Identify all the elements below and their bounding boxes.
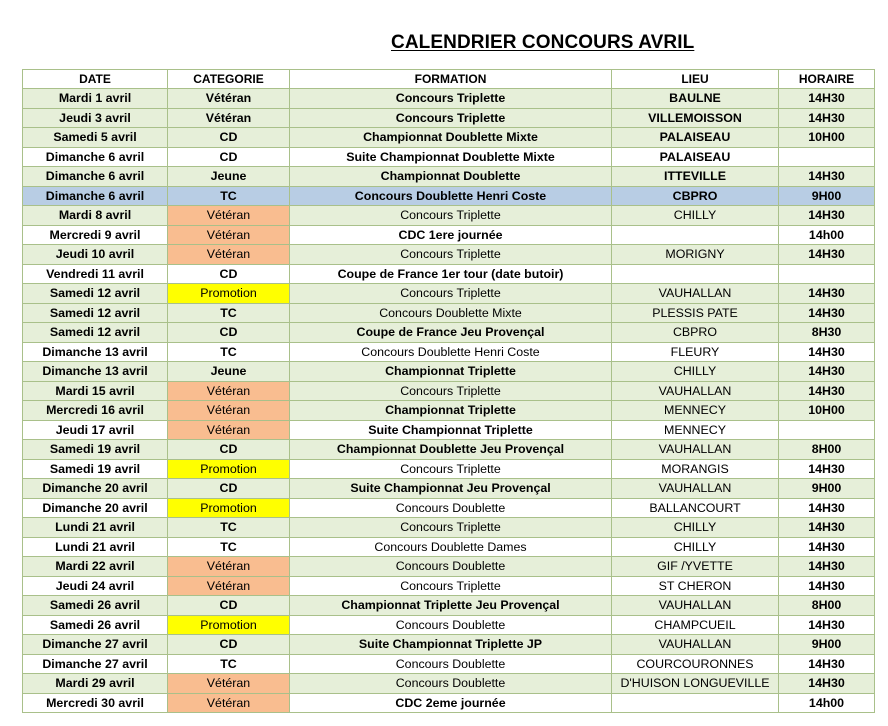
- horaire-cell: 9H00: [779, 186, 875, 206]
- categorie-cell: TC: [168, 518, 290, 538]
- lieu-cell: ITTEVILLE: [612, 167, 779, 187]
- lieu-cell: MENNECY: [612, 401, 779, 421]
- horaire-cell: 9H00: [779, 635, 875, 655]
- table-row: [23, 303, 875, 323]
- table-body: [23, 89, 875, 713]
- table-row: [23, 128, 875, 148]
- formation-cell: Coupe de France 1er tour (date butoir): [290, 264, 612, 284]
- date-cell: Jeudi 17 avril: [23, 420, 168, 440]
- date-cell: Mardi 22 avril: [23, 557, 168, 577]
- categorie-cell: Vétéran: [168, 89, 290, 109]
- date-cell: Samedi 5 avril: [23, 128, 168, 148]
- horaire-cell: 8H30: [779, 323, 875, 343]
- table-row: [23, 557, 875, 577]
- categorie-cell: TC: [168, 303, 290, 323]
- horaire-cell: 14H30: [779, 362, 875, 382]
- horaire-cell: 14H30: [779, 459, 875, 479]
- categorie-cell: Promotion: [168, 459, 290, 479]
- table-row: [23, 167, 875, 187]
- formation-cell: Concours Triplette: [290, 381, 612, 401]
- horaire-cell: 14H30: [779, 167, 875, 187]
- table-row: [23, 498, 875, 518]
- categorie-cell: Vétéran: [168, 401, 290, 421]
- horaire-cell: [779, 264, 875, 284]
- table-row: [23, 440, 875, 460]
- table-row: [23, 108, 875, 128]
- horaire-cell: 14H30: [779, 537, 875, 557]
- categorie-cell: Vétéran: [168, 206, 290, 226]
- formation-cell: Concours Triplette: [290, 518, 612, 538]
- table-row: [23, 537, 875, 557]
- formation-cell: Championnat Doublette Mixte: [290, 128, 612, 148]
- table-row: [23, 206, 875, 226]
- formation-cell: Championnat Doublette Jeu Provençal: [290, 440, 612, 460]
- date-cell: Mercredi 30 avril: [23, 693, 168, 713]
- categorie-cell: CD: [168, 128, 290, 148]
- horaire-cell: 9H00: [779, 479, 875, 499]
- categorie-cell: CD: [168, 440, 290, 460]
- lieu-cell: VAUHALLAN: [612, 479, 779, 499]
- header-row: [23, 70, 875, 89]
- table-row: [23, 693, 875, 713]
- formation-cell: Championnat Triplette Jeu Provençal: [290, 596, 612, 616]
- date-cell: Dimanche 6 avril: [23, 167, 168, 187]
- lieu-cell: MORANGIS: [612, 459, 779, 479]
- lieu-cell: CHILLY: [612, 518, 779, 538]
- categorie-cell: Vétéran: [168, 245, 290, 265]
- date-cell: Jeudi 24 avril: [23, 576, 168, 596]
- date-cell: Vendredi 11 avril: [23, 264, 168, 284]
- horaire-cell: 14H30: [779, 381, 875, 401]
- formation-cell: Concours Triplette: [290, 89, 612, 109]
- formation-cell: Concours Doublette: [290, 674, 612, 694]
- date-cell: Samedi 12 avril: [23, 303, 168, 323]
- table-row: [23, 596, 875, 616]
- horaire-cell: 14H30: [779, 557, 875, 577]
- table-row: [23, 479, 875, 499]
- date-cell: Samedi 19 avril: [23, 459, 168, 479]
- header-categorie: CATEGORIE: [168, 70, 290, 89]
- date-cell: Dimanche 6 avril: [23, 186, 168, 206]
- categorie-cell: CD: [168, 147, 290, 167]
- table-row: [23, 323, 875, 343]
- table-row: [23, 635, 875, 655]
- date-cell: Dimanche 27 avril: [23, 635, 168, 655]
- horaire-cell: 14H30: [779, 674, 875, 694]
- lieu-cell: COURCOURONNES: [612, 654, 779, 674]
- categorie-cell: Promotion: [168, 284, 290, 304]
- lieu-cell: VAUHALLAN: [612, 381, 779, 401]
- table-row: [23, 674, 875, 694]
- formation-cell: Suite Championnat Jeu Provençal: [290, 479, 612, 499]
- horaire-cell: 14H30: [779, 654, 875, 674]
- categorie-cell: Vétéran: [168, 557, 290, 577]
- lieu-cell: MORIGNY: [612, 245, 779, 265]
- categorie-cell: TC: [168, 342, 290, 362]
- lieu-cell: CHAMPCUEIL: [612, 615, 779, 635]
- categorie-cell: CD: [168, 323, 290, 343]
- table-row: [23, 264, 875, 284]
- date-cell: Lundi 21 avril: [23, 537, 168, 557]
- lieu-cell: FLEURY: [612, 342, 779, 362]
- date-cell: Jeudi 3 avril: [23, 108, 168, 128]
- horaire-cell: 8H00: [779, 596, 875, 616]
- lieu-cell: CHILLY: [612, 537, 779, 557]
- categorie-cell: Vétéran: [168, 420, 290, 440]
- date-cell: Dimanche 20 avril: [23, 479, 168, 499]
- date-cell: Mardi 8 avril: [23, 206, 168, 226]
- lieu-cell: D'HUISON LONGUEVILLE: [612, 674, 779, 694]
- lieu-cell: PALAISEAU: [612, 128, 779, 148]
- horaire-cell: 14h00: [779, 693, 875, 713]
- lieu-cell: PLESSIS PATE: [612, 303, 779, 323]
- categorie-cell: Promotion: [168, 498, 290, 518]
- date-cell: Mardi 29 avril: [23, 674, 168, 694]
- horaire-cell: 14H30: [779, 89, 875, 109]
- date-cell: Dimanche 20 avril: [23, 498, 168, 518]
- formation-cell: Concours Triplette: [290, 245, 612, 265]
- categorie-cell: Jeune: [168, 362, 290, 382]
- table-row: [23, 245, 875, 265]
- categorie-cell: Jeune: [168, 167, 290, 187]
- horaire-cell: 14h00: [779, 225, 875, 245]
- formation-cell: Concours Triplette: [290, 284, 612, 304]
- date-cell: Samedi 26 avril: [23, 596, 168, 616]
- date-cell: Dimanche 27 avril: [23, 654, 168, 674]
- date-cell: Samedi 19 avril: [23, 440, 168, 460]
- formation-cell: Suite Championnat Doublette Mixte: [290, 147, 612, 167]
- table-row: [23, 284, 875, 304]
- formation-cell: Suite Championnat Triplette: [290, 420, 612, 440]
- date-cell: Mardi 1 avril: [23, 89, 168, 109]
- table-row: [23, 362, 875, 382]
- lieu-cell: GIF /YVETTE: [612, 557, 779, 577]
- categorie-cell: TC: [168, 654, 290, 674]
- horaire-cell: 10H00: [779, 401, 875, 421]
- horaire-cell: 8H00: [779, 440, 875, 460]
- formation-cell: Concours Doublette Henri Coste: [290, 186, 612, 206]
- formation-cell: CDC 1ere journée: [290, 225, 612, 245]
- formation-cell: Concours Doublette Dames: [290, 537, 612, 557]
- horaire-cell: 14H30: [779, 206, 875, 226]
- categorie-cell: CD: [168, 635, 290, 655]
- categorie-cell: TC: [168, 186, 290, 206]
- horaire-cell: 14H30: [779, 615, 875, 635]
- lieu-cell: VAUHALLAN: [612, 284, 779, 304]
- categorie-cell: TC: [168, 537, 290, 557]
- horaire-cell: 14H30: [779, 498, 875, 518]
- date-cell: Samedi 12 avril: [23, 284, 168, 304]
- lieu-cell: CBPRO: [612, 186, 779, 206]
- formation-cell: Concours Doublette: [290, 498, 612, 518]
- formation-cell: Concours Triplette: [290, 576, 612, 596]
- header-date: DATE: [23, 70, 168, 89]
- lieu-cell: VILLEMOISSON: [612, 108, 779, 128]
- table-row: [23, 186, 875, 206]
- categorie-cell: Vétéran: [168, 381, 290, 401]
- lieu-cell: MENNECY: [612, 420, 779, 440]
- horaire-cell: 14H30: [779, 284, 875, 304]
- table-row: [23, 420, 875, 440]
- date-cell: Dimanche 13 avril: [23, 342, 168, 362]
- table-row: [23, 147, 875, 167]
- header-formation: FORMATION: [290, 70, 612, 89]
- formation-cell: Concours Doublette: [290, 557, 612, 577]
- horaire-cell: 14H30: [779, 518, 875, 538]
- horaire-cell: 10H00: [779, 128, 875, 148]
- date-cell: Jeudi 10 avril: [23, 245, 168, 265]
- lieu-cell: VAUHALLAN: [612, 596, 779, 616]
- table-row: [23, 518, 875, 538]
- table-row: [23, 615, 875, 635]
- lieu-cell: PALAISEAU: [612, 147, 779, 167]
- table-row: [23, 459, 875, 479]
- horaire-cell: 14H30: [779, 245, 875, 265]
- formation-cell: Concours Doublette: [290, 615, 612, 635]
- horaire-cell: [779, 420, 875, 440]
- categorie-cell: Promotion: [168, 615, 290, 635]
- table-row: [23, 401, 875, 421]
- horaire-cell: 14H30: [779, 576, 875, 596]
- formation-cell: Coupe de France Jeu Provençal: [290, 323, 612, 343]
- lieu-cell: ST CHERON: [612, 576, 779, 596]
- formation-cell: Concours Doublette Henri Coste: [290, 342, 612, 362]
- formation-cell: Championnat Triplette: [290, 362, 612, 382]
- date-cell: Mardi 15 avril: [23, 381, 168, 401]
- lieu-cell: VAUHALLAN: [612, 440, 779, 460]
- categorie-cell: Vétéran: [168, 225, 290, 245]
- table-row: [23, 225, 875, 245]
- table-row: [23, 342, 875, 362]
- date-cell: Dimanche 6 avril: [23, 147, 168, 167]
- table-row: [23, 89, 875, 109]
- categorie-cell: Vétéran: [168, 108, 290, 128]
- date-cell: Dimanche 13 avril: [23, 362, 168, 382]
- date-cell: Mercredi 9 avril: [23, 225, 168, 245]
- categorie-cell: Vétéran: [168, 674, 290, 694]
- date-cell: Mercredi 16 avril: [23, 401, 168, 421]
- lieu-cell: [612, 693, 779, 713]
- date-cell: Samedi 12 avril: [23, 323, 168, 343]
- categorie-cell: CD: [168, 264, 290, 284]
- lieu-cell: VAUHALLAN: [612, 635, 779, 655]
- formation-cell: Concours Doublette: [290, 654, 612, 674]
- horaire-cell: 14H30: [779, 108, 875, 128]
- header-horaire: HORAIRE: [779, 70, 875, 89]
- formation-cell: Suite Championnat Triplette JP: [290, 635, 612, 655]
- lieu-cell: BALLANCOURT: [612, 498, 779, 518]
- horaire-cell: 14H30: [779, 303, 875, 323]
- categorie-cell: CD: [168, 479, 290, 499]
- date-cell: Samedi 26 avril: [23, 615, 168, 635]
- table-row: [23, 576, 875, 596]
- lieu-cell: BAULNE: [612, 89, 779, 109]
- lieu-cell: [612, 264, 779, 284]
- lieu-cell: CHILLY: [612, 362, 779, 382]
- lieu-cell: [612, 225, 779, 245]
- categorie-cell: CD: [168, 596, 290, 616]
- formation-cell: Championnat Doublette: [290, 167, 612, 187]
- table-row: [23, 654, 875, 674]
- table-row: [23, 381, 875, 401]
- formation-cell: Concours Doublette Mixte: [290, 303, 612, 323]
- formation-cell: Concours Triplette: [290, 459, 612, 479]
- horaire-cell: [779, 147, 875, 167]
- page-title: CALENDRIER CONCOURS AVRIL: [391, 32, 695, 53]
- date-cell: Lundi 21 avril: [23, 518, 168, 538]
- lieu-cell: CHILLY: [612, 206, 779, 226]
- formation-cell: CDC 2eme journée: [290, 693, 612, 713]
- lieu-cell: CBPRO: [612, 323, 779, 343]
- formation-cell: Concours Triplette: [290, 108, 612, 128]
- categorie-cell: Vétéran: [168, 576, 290, 596]
- calendar-table: [22, 69, 875, 713]
- formation-cell: Concours Triplette: [290, 206, 612, 226]
- categorie-cell: Vétéran: [168, 693, 290, 713]
- formation-cell: Championnat Triplette: [290, 401, 612, 421]
- header-lieu: LIEU: [612, 70, 779, 89]
- horaire-cell: 14H30: [779, 342, 875, 362]
